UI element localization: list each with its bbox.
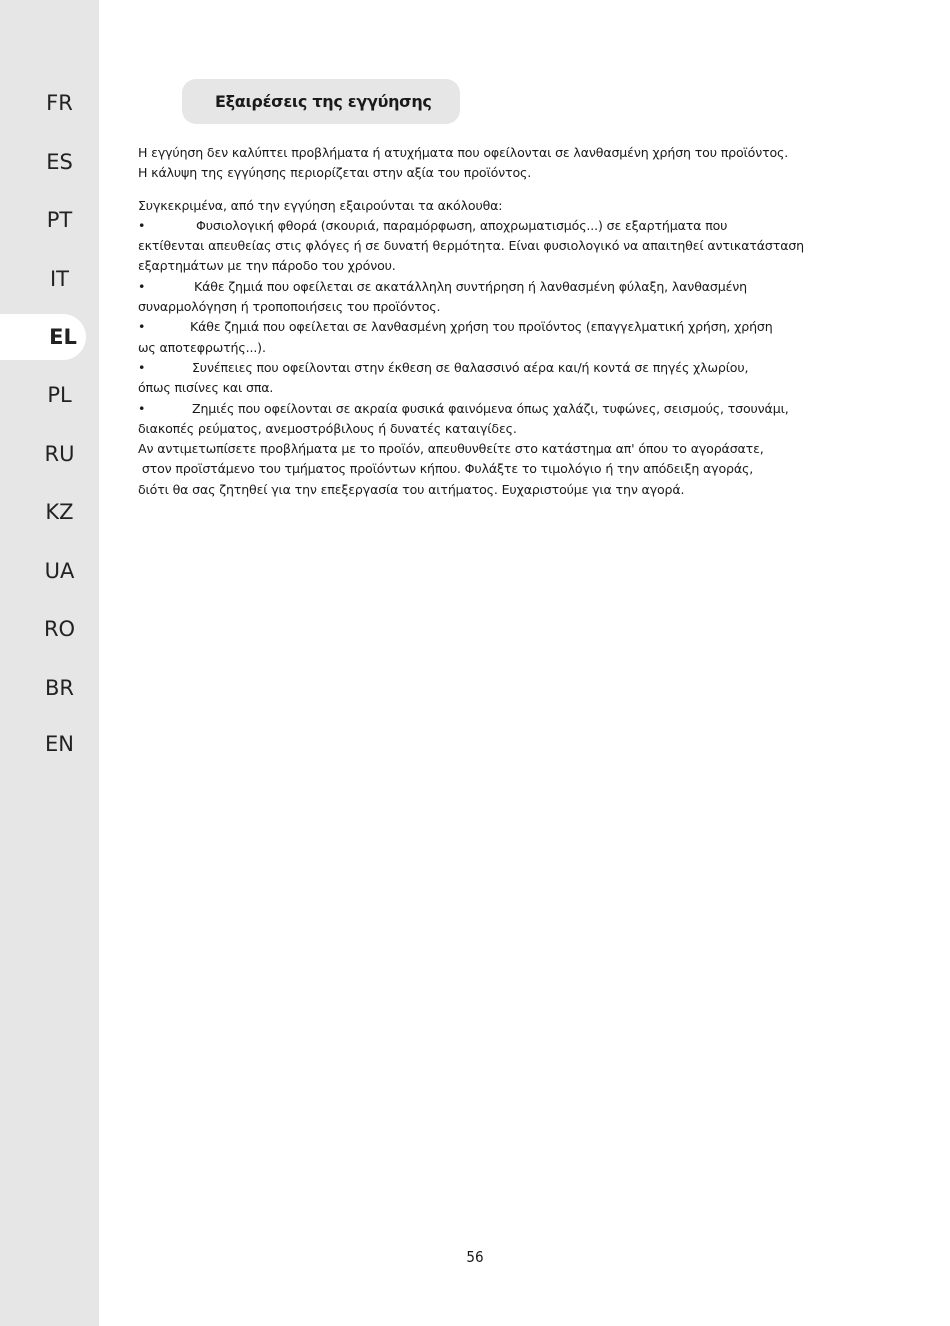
language-tab-ro[interactable]: RO xyxy=(43,617,76,641)
bullet-icon: • xyxy=(138,359,146,375)
language-tab-fr[interactable]: FR xyxy=(46,91,73,115)
language-tab-es[interactable]: ES xyxy=(46,150,73,174)
closing-line: Αν αντιμετωπίσετε προβλήματα με το προϊόν, απευθυνθείτε στο κατάστημα απ' όπου το αγοράσατε, xyxy=(138,441,764,457)
language-tab-el-active[interactable]: EL xyxy=(0,314,86,360)
exclusion-line: Κάθε ζημιά που οφείλεται σε ακατάλληλη συντήρηση ή λανθασμένη φύλαξη, λανθασμένη xyxy=(194,278,747,294)
exclusion-line: Συνέπειες που οφείλονται στην έκθεση σε θαλασσινό αέρα και/ή κοντά σε πηγές χλωρίου, xyxy=(192,359,749,375)
paragraph-gap xyxy=(138,184,878,196)
exclusion-line: εξαρτημάτων με την πάροδο του χρόνου. xyxy=(138,258,396,274)
list-intro: Συγκεκριμένα, από την εγγύηση εξαιρούνται τα ακόλουθα: xyxy=(138,197,503,213)
language-tab-ua[interactable]: UA xyxy=(44,559,75,583)
exclusion-line: διακοπές ρεύματος, ανεμοστρόβιλους ή δυνατές καταιγίδες. xyxy=(138,420,517,436)
intro-line: Η εγγύηση δεν καλύπτει προβλήματα ή ατυχήματα που οφείλονται σε λανθασμένη χρήση του προϊόντος. xyxy=(138,145,789,160)
section-title: Εξαιρέσεις της εγγύησης xyxy=(182,79,460,124)
language-tab-ru[interactable]: RU xyxy=(44,442,75,466)
exclusion-item xyxy=(138,358,878,378)
bullet-icon: • xyxy=(138,400,146,416)
exclusion-line: Κάθε ζημιά που οφείλεται σε λανθασμένη χρήση του προϊόντος (επαγγελματική χρήση, χρήση xyxy=(190,319,773,335)
language-tab-en[interactable]: EN xyxy=(45,732,74,756)
closing-line: διότι θα σας ζητηθεί για την επεξεργασία του αιτήματος. Ευχαριστούμε για την αγορά. xyxy=(138,481,685,497)
intro-line: Η κάλυψη της εγγύησης περιορίζεται στην αξία του προϊόντος. xyxy=(138,165,532,181)
bullet-icon: • xyxy=(138,319,146,335)
language-sidebar xyxy=(0,0,99,1326)
language-tab-it[interactable]: IT xyxy=(49,267,70,291)
bullet-icon: • xyxy=(138,217,146,233)
exclusion-line: Φυσιολογική φθορά (σκουριά, παραμόρφωση, αποχρωματισμός...) σε εξαρτήματα που xyxy=(196,217,728,233)
warranty-exclusions-text xyxy=(138,143,878,500)
exclusion-item xyxy=(138,216,878,236)
exclusion-line: εκτίθενται απευθείας στις φλόγες ή σε δυνατή θερμότητα. Είναι φυσιολογικό να απαιτηθεί αντικατάσταση xyxy=(138,238,805,254)
closing-line: στον προϊστάμενο του τμήματος προϊόντων κήπου. Φυλάξτε το τιμολόγιο ή την απόδειξη αγοράς, xyxy=(138,461,754,477)
page-number: 56 xyxy=(466,1248,484,1266)
exclusion-item xyxy=(138,399,878,419)
language-tab-pl[interactable]: PL xyxy=(47,383,72,407)
bullet-icon: • xyxy=(138,278,146,294)
exclusion-item xyxy=(138,317,878,337)
exclusion-item xyxy=(138,277,878,297)
language-tab-kz[interactable]: KZ xyxy=(45,500,74,524)
language-tab-br[interactable]: BR xyxy=(45,676,74,700)
exclusion-line: όπως πισίνες και σπα. xyxy=(138,380,274,396)
exclusion-line: ως αποτεφρωτής...). xyxy=(138,339,266,355)
language-tab-pt[interactable]: PT xyxy=(46,208,73,232)
exclusion-line: Ζημιές που οφείλονται σε ακραία φυσικά φαινόμενα όπως χαλάζι, τυφώνες, σεισμούς, τσουνάμι, xyxy=(192,400,789,416)
exclusion-line: συναρμολόγηση ή τροποποιήσεις του προϊόντος. xyxy=(138,299,441,315)
